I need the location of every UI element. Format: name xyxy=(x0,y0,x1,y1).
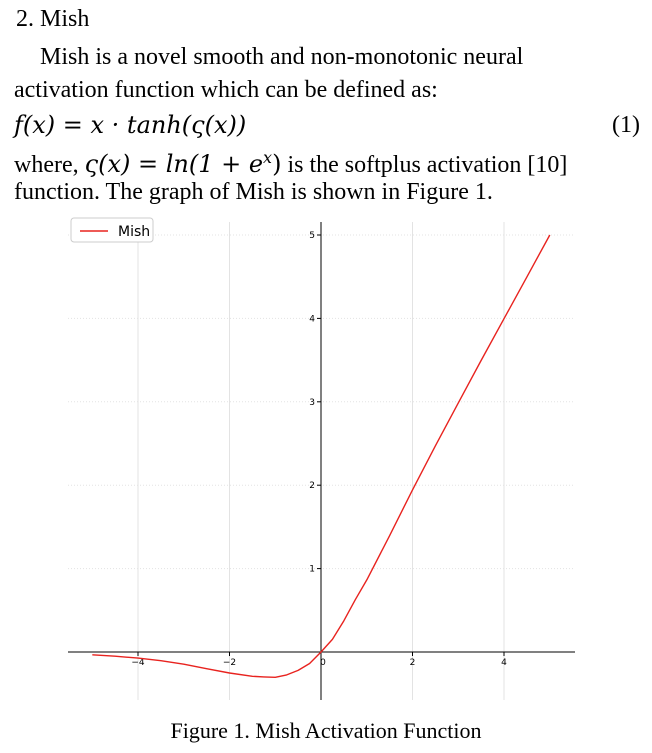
mish-chart xyxy=(0,212,652,702)
axes xyxy=(68,222,575,700)
section-heading: 2. Mish xyxy=(16,6,90,32)
softplus-formula xyxy=(85,150,282,178)
x-tick-label: −2 xyxy=(222,658,237,668)
y-tick-label: 1 xyxy=(309,564,315,575)
softplus-exponent: x xyxy=(263,148,273,167)
x-tick-label: 0 xyxy=(320,658,326,668)
ticks xyxy=(131,231,507,668)
where-suffix: is the softplus activation [10] xyxy=(281,152,568,178)
legend-label: Mish xyxy=(118,224,151,240)
softplus-formula-base: ς(x) = ln(1 + e xyxy=(84,150,264,178)
softplus-close-paren: ) xyxy=(272,150,282,178)
softplus-definition-line xyxy=(14,144,567,179)
paragraph-line: Mish is a novel smooth and non-monotonic neural xyxy=(40,44,524,70)
mish-equation: f(x) = x · tanh(ς(x)) xyxy=(14,111,247,139)
y-tick-label: 5 xyxy=(309,231,315,241)
figure-caption: Figure 1. Mish Activation Function xyxy=(170,718,482,743)
x-tick-label: −4 xyxy=(131,658,145,668)
y-tick-label: 3 xyxy=(309,397,315,408)
paragraph-line: function. The graph of Mish is shown in Figure 1. xyxy=(14,179,493,205)
where-prefix: where, xyxy=(14,152,85,178)
x-tick-label: 2 xyxy=(409,658,416,668)
y-tick-label: 2 xyxy=(309,481,315,492)
equation-number: (1) xyxy=(612,112,640,138)
x-tick-label: 4 xyxy=(501,658,507,668)
paragraph-line: activation function which can be defined as: xyxy=(14,77,438,103)
y-tick-label: 4 xyxy=(309,314,315,325)
legend xyxy=(71,218,153,242)
